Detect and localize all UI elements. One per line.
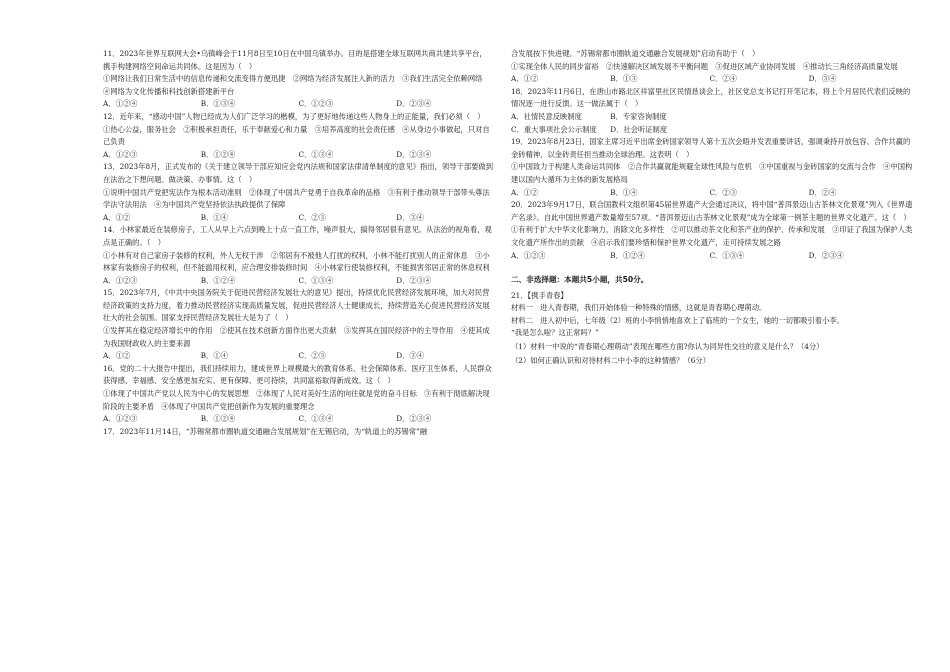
section-heading: 二、非选择题：本题共5小题，共50分。 bbox=[511, 275, 649, 285]
question-16-items: ①体现了中国共产党以人民为中心的发展思想 ②体现了人民对美好生活的向往就是党的奋斗目标 ③有利于彻底解决现阶段的主要矛盾 ④体现了中国共产党把创新作为发展的重要理念 bbox=[103, 389, 490, 411]
question-13-options bbox=[103, 212, 494, 225]
option-d: D．②③④ bbox=[808, 250, 844, 260]
question-20-stem: 20．2023年9月17日，联合国教科文组织第45届世界遗产大会通过决议，将中国“普洱景迈山古茶林文化景观”列入《世界遗产名录》。自此中国世界遗产数量增至57项。“普洱景迈山古茶林文化景观”成为全球第一例茶主题的世界文化遗产。这（ ） bbox=[511, 200, 913, 222]
option-b: B．专家咨询制度 bbox=[610, 111, 667, 121]
option-d: D．②④ bbox=[808, 187, 837, 197]
option-a: A．①② bbox=[103, 351, 131, 361]
right-column bbox=[511, 48, 916, 367]
question-15-stem: 15．2023年7月，《中共中央国务院关于促进民营经济发展壮大的意见》提出，持续优化民营经济发展环境，加大对民营经济政策的支持力度，着力推动民营经济实现高质量发展，促进民营经济人士健康成长，持续营造关心促进民营经济发展壮大的社会氛围。国家支持民营经济发展壮大是为了（ ） bbox=[103, 288, 490, 323]
option-d: D．②③④ bbox=[396, 275, 432, 285]
option-c: C．重大事项社会公示制度 bbox=[511, 124, 597, 134]
option-c: C．②④ bbox=[709, 74, 737, 84]
question-11-options bbox=[103, 98, 494, 111]
option-b: B．①②④ bbox=[200, 414, 236, 424]
option-c: C．①③④ bbox=[298, 275, 334, 285]
question-21-quote: “我是怎么啦？这正常吗？” bbox=[511, 328, 599, 338]
question-17-items: ①实现全体人民的同步富裕 ②快速解决区域发展不平衡问题 ③促进区域产业协同发展 ④推动长三角经济高质量发展 bbox=[511, 61, 898, 71]
option-c: C．①③④ bbox=[298, 414, 334, 424]
question-19-options bbox=[511, 187, 916, 200]
question-16-stem: 16．党的二十大报告中提出，我们持续用力，建成世界上规模最大的教育体系、社会保障体系、医疗卫生体系，人民群众获得感、幸福感、安全感更加充实、更有保障、更可持续，共同富裕取得新成效。这（ ） bbox=[103, 363, 492, 386]
left-column bbox=[103, 48, 494, 438]
option-c: C．①③④ bbox=[709, 250, 745, 260]
question-19-items: ①中国致力于构建人类命运共同体 ②合作共赢就能规避全球性风险与危机 ③中国重视与金砖国家的交流与合作 ④中国构建以国内大循环为主体的新发展格局 bbox=[511, 162, 913, 184]
option-d: D．②③④ bbox=[396, 414, 432, 424]
option-b: B．①④ bbox=[200, 212, 229, 222]
option-c: C．①③④ bbox=[298, 149, 334, 159]
question-21-material-2: 材料二 进入初中后，七年级（2）班的小李悄悄地喜欢上了临班的一个女生，她的一切都吸引着小李。 bbox=[511, 315, 844, 325]
option-d: D．②③④ bbox=[396, 99, 432, 109]
option-b: B．①③④ bbox=[200, 99, 236, 109]
question-18-stem: 18．2023年11月6日，在唐山市路北区祥富里社区民情恳谈会上，社区党总支书记打开笔记本，将上个月居民代表们反映的情况逐一进行反馈。这一做法属于（ ） bbox=[511, 86, 911, 109]
option-b: B．①②④ bbox=[200, 149, 236, 159]
question-17-options bbox=[511, 73, 916, 86]
option-a: A．①②③ bbox=[511, 250, 546, 260]
option-d: D．社会听证制度 bbox=[610, 124, 668, 134]
option-b: B．①④ bbox=[610, 187, 638, 197]
option-c: C．②③ bbox=[298, 212, 326, 222]
option-a: A．社情民意反映制度 bbox=[511, 111, 582, 121]
option-a: A．①② bbox=[103, 212, 131, 222]
option-b: B．①②④ bbox=[200, 275, 236, 285]
option-d: D．③④ bbox=[808, 74, 837, 84]
question-11-stem: 11．2023年世界互联网大会•乌镇峰会于11月8日至10日在中国乌镇举办。目的是搭建全球互联网共商共建共享平台，携手构建网络空间命运共同体。这是因为（ ） bbox=[103, 49, 487, 71]
question-15-options bbox=[103, 350, 494, 363]
question-21-sub-2: （2）如何正确认识和对待材料二中小李的这种情感？（6分） bbox=[511, 355, 711, 365]
question-13-stem: 13．2023年8月，正式发布的《关于建立领导干部应知应会党内法规和国家法律清单制度的意见》指出，领导干部要做到在法治之下想问题、做决策、办事情。这（ ） bbox=[103, 162, 494, 184]
option-a: A．①②④ bbox=[103, 99, 138, 109]
question-12-options bbox=[103, 149, 494, 162]
question-18-options-row1 bbox=[511, 111, 916, 124]
question-18-options-row2 bbox=[511, 124, 916, 137]
question-16-options bbox=[103, 413, 494, 426]
option-b: B．①④ bbox=[200, 351, 229, 361]
option-d: D．②③④ bbox=[396, 149, 432, 159]
question-15-items: ①发挥其在稳定经济增长中的作用 ②使其在技术创新方面作出更大贡献 ③发挥其在国民经济中的主导作用 ④使其成为我国财政收入的主要来源 bbox=[103, 326, 490, 348]
question-11-items: ①网络让我们日常生活中的信息传递和交流变得方便迅捷 ②网络为经济发展注入新的活力 ③我们生活完全依赖网络 ④网络为文化传播和科技创新搭建新平台 bbox=[103, 74, 490, 96]
option-d: D．③④ bbox=[396, 212, 424, 222]
question-21-material-1: 材料一 进入青春期，我们开始体验一种特殊的情感，这就是青春期心理萌动。 bbox=[511, 303, 767, 313]
option-b: B．①②④ bbox=[610, 250, 645, 260]
question-14-options bbox=[103, 275, 494, 288]
option-b: B．①③ bbox=[610, 74, 638, 84]
question-21-title: 21．【携手青春】 bbox=[511, 290, 568, 300]
option-a: A．①②③ bbox=[103, 275, 138, 285]
option-c: C．①②③ bbox=[298, 99, 334, 109]
option-a: A．①② bbox=[511, 187, 539, 197]
question-12-items: ①热心公益，服务社会 ②积极承担责任，乐于奉献爱心和力量 ③培养高度的社会责任感 ④从身边小事做起，只对自己负责 bbox=[103, 124, 490, 147]
option-d: D．③④ bbox=[396, 351, 424, 361]
option-c: C．②③ bbox=[709, 187, 737, 197]
question-17-continued: 合发展按下快进键。“苏锡常都市圈轨道交通融合发展规划”启动有助于（ ） bbox=[511, 49, 760, 58]
question-20-options bbox=[511, 250, 916, 263]
option-a: A．①②③ bbox=[103, 414, 138, 424]
question-13-items: ①说明中国共产党把宪法作为根本活动准则 ②体现了中国共产党勇于自我革命的品格 ③有利于推动领导干部带头尊法学法守法用法 ④为中国共产党坚持依法执政提供了保障 bbox=[103, 187, 490, 210]
question-20-items: ①有利于扩大中华文化影响力，消除文化多样性 ②可以推动茶文化和茶产业的保护、传承和发展 ③印证了我国为保护人类文化遗产所作出的贡献 ④启示我们要珍惜和保护世界文化遗产，走可持续发展之路 bbox=[511, 225, 913, 247]
question-21-sub-1: （1）材料一中说的“青春期心理萌动”表现在哪些方面?你认为同异性交往的意义是什么？（4分） bbox=[511, 342, 824, 352]
question-17-stem: 17．2023年11月14日，“苏锡常都市圈轨道交通融合发展规划”在无锡启动，为“轨道上的苏锡常”融 bbox=[103, 426, 428, 436]
option-a: A．①②③ bbox=[103, 149, 138, 159]
question-14-stem: 14．小林家最近在装修房子，工人从早上六点到晚上十点一直工作，噪声很大，搞得邻居很有意见。从法治的视角看，观点是正确的。（ ） bbox=[103, 225, 492, 247]
question-19-stem: 19．2023年8月23日，国家主席习近平出席金砖国家领导人第十五次会晤并发表重要讲话，强调秉持开放包容、合作共赢的金砖精神，以金砖责任担当推动全球治理。这表明（ ） bbox=[511, 137, 911, 159]
question-12-stem: 12．近年来，“感动中国”人物已经成为人们广泛学习的楷模，为了更好地传递这些人物身上的正能量，我们必须（ ） bbox=[103, 111, 485, 121]
option-c: C．②③ bbox=[298, 351, 326, 361]
question-14-items: ①小林有对自己家房子装修的权利，外人无权干涉 ②邻居有不被他人打扰的权利，小林不能打扰别人的正常休息 ③小林家有装修房子的权利，但不能滥用权利，应合理安排装修时间 ④小林家行使装修权利，不能损害邻居正常的休息权利 bbox=[103, 250, 490, 273]
option-a: A．①② bbox=[511, 74, 539, 84]
